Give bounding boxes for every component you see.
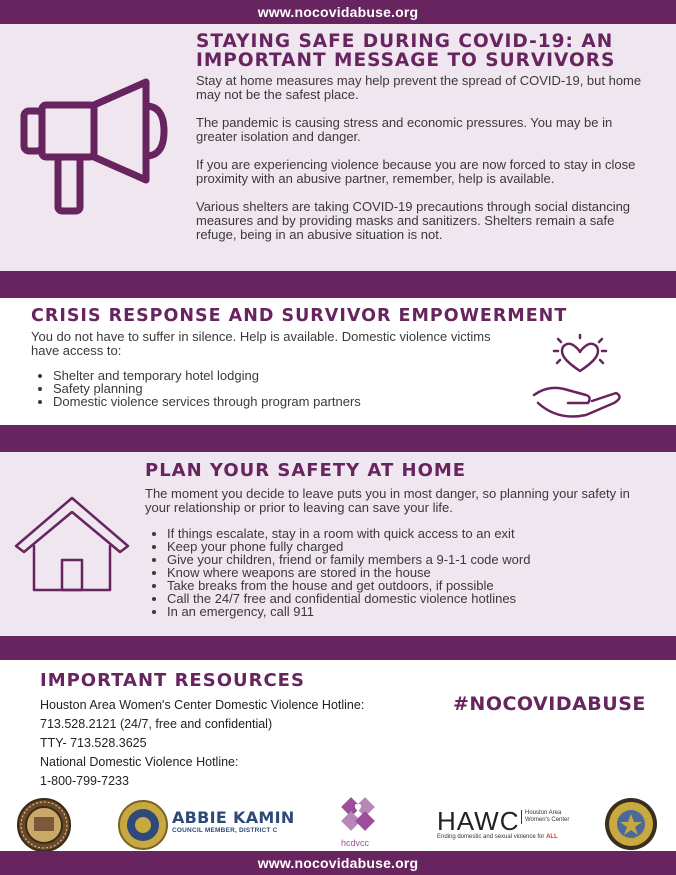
divider-band	[0, 425, 676, 452]
section3-intro: The moment you decide to leave puts you in most danger, so planning your safety in your relationship or prior to leaving can save your life.	[145, 486, 630, 515]
list-item: • Domestic violence services through program partners	[53, 395, 513, 408]
list-item: • Take breaks from the house and get outdoors, if possible	[167, 579, 667, 592]
divider-band	[0, 271, 676, 298]
hashtag: #NOCOVIDABUSE	[453, 693, 646, 715]
header-url[interactable]: www.nocovidabuse.org	[257, 4, 419, 20]
hawc-tagline-all: ALL	[546, 834, 558, 840]
abbie-name: ABBIE KAMIN	[172, 808, 295, 827]
section3-heading: PLAN YOUR SAFETY AT HOME	[145, 460, 467, 481]
section1-heading-line1: STAYING SAFE DURING COVID-19: AN	[196, 31, 614, 52]
megaphone-icon	[18, 78, 178, 218]
section2-intro: You do not have to suffer in silence. Help is available. Domestic violence victims have access to:	[31, 329, 491, 358]
resource-phone[interactable]: 713.528.2121 (24/7, free and confidential)	[40, 717, 273, 731]
list-item: • Call the 24/7 free and confidential domestic violence hotlines	[167, 592, 667, 605]
hawc-tagline-text: Ending domestic and sexual violence for	[437, 834, 547, 840]
section1-paragraph: If you are experiencing violence because you are now forced to stay in close proximity with an abusive partner, remember, help is available.	[196, 157, 636, 186]
section1-paragraph: The pandemic is causing stress and economic pressures. You may be in greater isolation and danger.	[196, 115, 613, 144]
section2-list	[31, 369, 513, 408]
list-item: • Safety planning	[53, 382, 513, 395]
list-item: • In an emergency, call 911	[167, 605, 667, 618]
list-item: • Shelter and temporary hotel lodging	[53, 369, 513, 382]
list-item: • Keep your phone fully charged	[167, 540, 667, 553]
divider-band	[0, 636, 676, 660]
section3-list	[145, 527, 667, 618]
section1-paragraph: Stay at home measures may help prevent the spread of COVID-19, but home may not be the safest place.	[196, 73, 642, 102]
resource-line: National Domestic Violence Hotline:	[40, 755, 239, 769]
resource-tty[interactable]: TTY- 713.528.3625	[40, 736, 147, 750]
hand-heart-icon	[528, 333, 628, 423]
hawc-tagline	[437, 834, 577, 840]
house-icon	[12, 494, 132, 594]
section1-heading	[196, 32, 615, 70]
hawc-side: Houston Area Women's Center	[521, 810, 581, 824]
council-seal-logo	[118, 800, 168, 850]
section1-heading-line2: IMPORTANT MESSAGE TO SURVIVORS	[196, 50, 616, 71]
section1-body	[196, 74, 656, 256]
resource-phone[interactable]: 1-800-799-7233	[40, 774, 129, 788]
footer-url[interactable]: www.nocovidabuse.org	[257, 855, 419, 871]
hcdvcc-label: hcdvcc	[341, 838, 370, 848]
list-item: • Know where weapons are stored in the house	[167, 566, 667, 579]
section1-paragraph: Various shelters are taking COVID-19 precautions through social distancing measures and by providing masks and sanitizers. Shelters remain a safe refuge, being in an abusive situation is not.	[196, 199, 631, 242]
hcdvcc-logo	[324, 796, 396, 842]
abbie-sub: COUNCIL MEMBER, DISTRICT C	[172, 827, 278, 834]
hawc-wordmark: HAWC	[437, 806, 520, 836]
list-item: • If things escalate, stay in a room with quick access to an exit	[167, 527, 667, 540]
resources-heading: IMPORTANT RESOURCES	[40, 670, 305, 691]
resource-line: Houston Area Women's Center Domestic Violence Hotline:	[40, 698, 365, 712]
city-seal-logo	[14, 797, 74, 853]
list-item: • Give your children, friend or family members a 9-1-1 code word	[167, 553, 667, 566]
section2-heading: CRISIS RESPONSE AND SURVIVOR EMPOWERMENT	[31, 306, 568, 326]
police-badge-logo	[604, 797, 658, 851]
hawc-logo	[437, 806, 577, 840]
abbie-kamin-logo	[172, 808, 312, 834]
